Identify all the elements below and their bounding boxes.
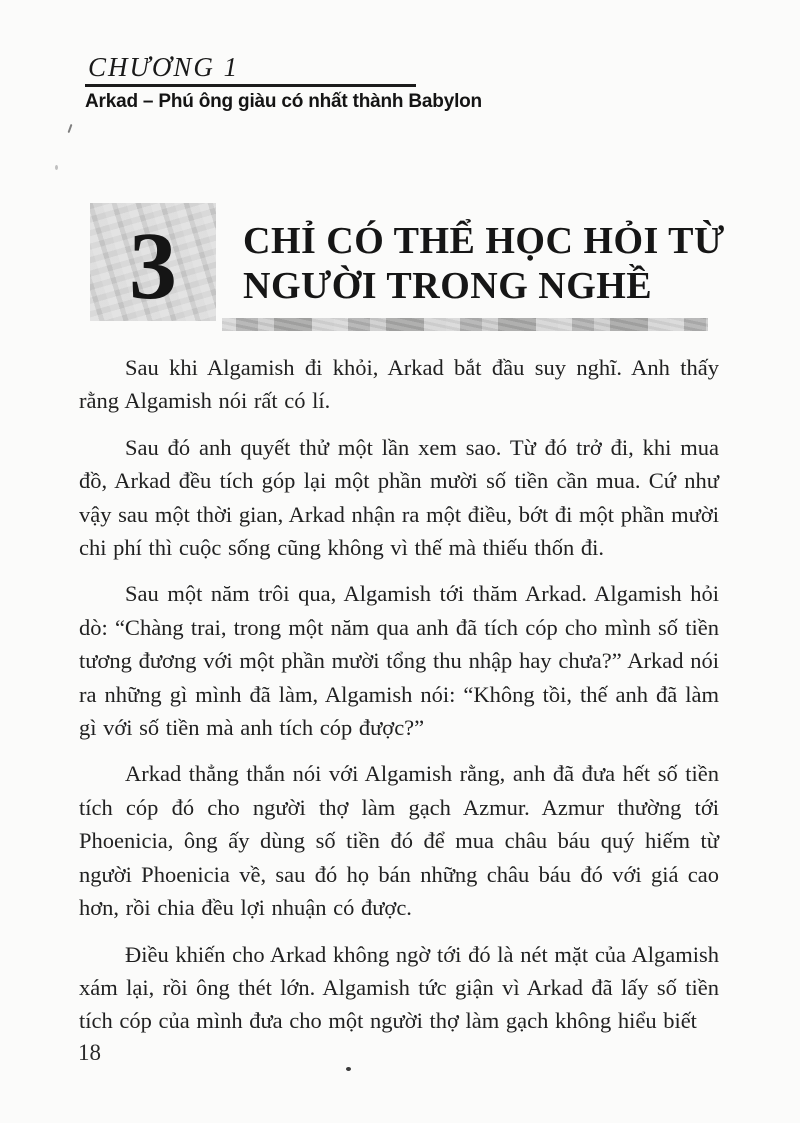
chapter-subtitle: Arkad – Phú ông giàu có nhất thành Babylon (85, 91, 482, 112)
paragraph-5: Điều khiến cho Arkad không ngờ tới đó là nét mặt của Algamish xám lại, rồi ông thét lớn. Algamish tức giận vì Arkad đã lấy số tiền tích cóp của mình đưa cho một người thợ làm gạch không hiểu biết (79, 941, 719, 1034)
paragraph-1: Sau khi Algamish đi khỏi, Arkad bắt đầu suy nghĩ. Anh thấy rằng Algamish nói rất có lí. (79, 355, 719, 414)
scan-speck-mark (55, 165, 58, 170)
chapter-title-line-2: NGƯỜI TRONG NGHỀ (243, 265, 653, 307)
chapter-label: CHƯƠNG 1 (88, 52, 240, 82)
scan-speck-mark (68, 124, 73, 133)
chapter-title-line-1: CHỈ CÓ THỂ HỌC HỎI TỪ (243, 220, 725, 262)
chapter-title (243, 219, 725, 309)
title-texture-bar (222, 318, 708, 331)
paragraph-2: Sau đó anh quyết thử một lần xem sao. Từ đó trở đi, khi mua đồ, Arkad đều tích góp lại một phần mười số tiền cần mua. Cứ như vậy sau một thời gian, Arkad nhận ra một điều, bớt đi một phần mười chi phí thì cuộc sống cũng không vì thế mà thiếu thốn đi. (79, 434, 719, 561)
paragraph-4: Arkad thẳng thắn nói với Algamish rằng, anh đã đưa hết số tiền tích cóp đó cho người thợ làm gạch Azmur. Azmur thường tới Phoenicia, ông ấy dùng số tiền đó để mua châu báu quý hiếm từ người Phoenicia về, sau đó họ bán những châu báu đó với giá cao hơn, rồi chia đều lợi nhuận có được. (79, 761, 719, 921)
paragraph-3: Sau một năm trôi qua, Algamish tới thăm Arkad. Algamish hỏi dò: “Chàng trai, trong một năm qua anh đã tích cóp cho mình số tiền tương đương với một phần mười tổng thu nhập hay chưa?” Arkad nói ra những gì mình đã làm, Algamish nói: “Không tồi, thế anh đã làm gì với số tiền mà anh tích cóp được?” (79, 581, 719, 741)
scan-dot-artifact (346, 1067, 351, 1071)
chapter-number: 3 (129, 212, 177, 319)
page-number: 18 (78, 1040, 101, 1065)
body-text (79, 351, 719, 1051)
chapter-number-box (90, 203, 216, 321)
header-rule-divider (85, 84, 416, 87)
